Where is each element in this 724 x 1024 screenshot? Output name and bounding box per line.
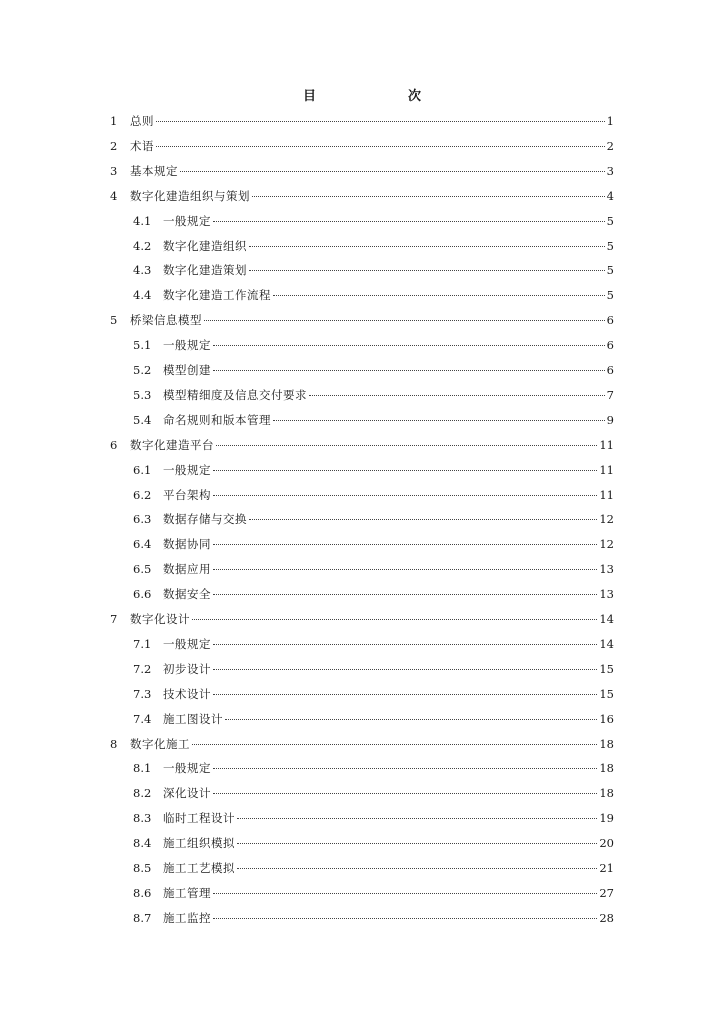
toc-entry-page: 9 bbox=[606, 412, 614, 427]
toc-entry-number: 5 bbox=[110, 313, 118, 328]
toc-dot-leader bbox=[216, 445, 597, 446]
toc-entry-number: 4.1 bbox=[133, 213, 152, 228]
toc-entry-title: 技术设计 bbox=[163, 686, 211, 701]
toc-entry-page: 18 bbox=[599, 786, 614, 801]
toc-entry-page: 6 bbox=[606, 363, 614, 377]
toc-entry-page: 5 bbox=[606, 238, 614, 253]
toc-entry-number: 7.3 bbox=[133, 686, 152, 701]
toc-dot-leader bbox=[213, 793, 597, 794]
toc-entry-number: 4.4 bbox=[133, 288, 152, 303]
toc-dot-leader bbox=[252, 196, 605, 197]
toc-entry-number: 6.2 bbox=[133, 487, 152, 502]
toc-entry-page: 4 bbox=[606, 188, 614, 203]
toc-entry-number: 3 bbox=[110, 163, 118, 178]
toc-dot-leader bbox=[213, 918, 597, 919]
toc-entry-title: 施工管理 bbox=[163, 885, 211, 900]
toc-entry-number: 2 bbox=[110, 138, 118, 153]
toc-entry bbox=[133, 859, 614, 877]
toc-entry-page: 2 bbox=[606, 138, 614, 153]
toc-entry-title: 模型精细度及信息交付要求 bbox=[163, 387, 307, 402]
toc-entry-number: 4 bbox=[110, 188, 118, 203]
toc-entry bbox=[110, 187, 614, 205]
toc-entry bbox=[133, 336, 614, 354]
toc-dot-leader bbox=[213, 345, 605, 346]
toc-entry-page: 18 bbox=[599, 761, 614, 776]
toc-entry-title: 数字化建造组织与策划 bbox=[130, 188, 250, 203]
toc-entry-page: 20 bbox=[599, 836, 614, 851]
toc-entry-page: 14 bbox=[599, 636, 614, 651]
toc-entry-number: 5.2 bbox=[133, 363, 152, 377]
toc-entry-page: 19 bbox=[599, 811, 614, 826]
toc-entry bbox=[133, 212, 614, 230]
toc-dot-leader bbox=[237, 843, 597, 844]
toc-entry-number: 8.5 bbox=[133, 861, 152, 875]
toc-dot-leader bbox=[273, 295, 605, 296]
toc-dot-leader bbox=[156, 146, 605, 147]
toc-entry-number: 8.3 bbox=[133, 811, 152, 826]
toc-entry-number: 5.1 bbox=[133, 338, 152, 353]
toc-entry-title: 平台架构 bbox=[163, 487, 211, 502]
toc-entry-page: 11 bbox=[599, 462, 614, 477]
toc-dot-leader bbox=[309, 395, 605, 396]
toc-dot-leader bbox=[213, 221, 605, 222]
toc-entry-page: 3 bbox=[606, 163, 614, 178]
toc-entry-title: 数字化施工 bbox=[130, 736, 190, 751]
toc-dot-leader bbox=[213, 768, 597, 769]
toc-entry-number: 4.2 bbox=[133, 238, 152, 253]
toc-entry bbox=[110, 735, 614, 753]
toc-entry bbox=[133, 660, 614, 678]
toc-entry-number: 6.4 bbox=[133, 537, 152, 552]
toc-dot-leader bbox=[180, 171, 605, 172]
toc-entry-page: 13 bbox=[599, 587, 614, 602]
toc-entry-number: 8 bbox=[110, 736, 118, 751]
toc-entry-number: 5.4 bbox=[133, 412, 152, 427]
toc-entry-number: 7.2 bbox=[133, 661, 152, 676]
toc-entry-title: 一般规定 bbox=[163, 761, 211, 776]
toc-entry bbox=[133, 510, 614, 528]
toc-entry-title: 初步设计 bbox=[163, 661, 211, 676]
toc-entry-number: 8.7 bbox=[133, 910, 152, 925]
toc-dot-leader bbox=[213, 669, 597, 670]
toc-entry bbox=[133, 909, 614, 927]
toc-entry-number: 6.3 bbox=[133, 512, 152, 527]
toc-dot-leader bbox=[213, 544, 597, 545]
toc-entry-number: 8.6 bbox=[133, 885, 152, 900]
toc-entry bbox=[110, 436, 614, 454]
toc-entry-title: 数字化建造平台 bbox=[130, 437, 214, 452]
toc-entry-title: 数据应用 bbox=[163, 562, 211, 577]
toc-entry-number: 6.6 bbox=[133, 587, 152, 602]
toc-dot-leader bbox=[204, 320, 605, 321]
toc-entry-page: 13 bbox=[599, 562, 614, 577]
toc-entry bbox=[110, 311, 614, 329]
toc-entry bbox=[133, 386, 614, 404]
toc-dot-leader bbox=[213, 594, 597, 595]
toc-dot-leader bbox=[213, 470, 597, 471]
toc-entry bbox=[133, 535, 614, 553]
toc-entry-title: 数据协同 bbox=[163, 537, 211, 552]
toc-entry-title: 施工图设计 bbox=[163, 711, 223, 726]
toc-entry bbox=[133, 237, 614, 255]
toc-entry bbox=[133, 710, 614, 728]
toc-entry-title: 深化设计 bbox=[163, 786, 211, 801]
toc-dot-leader bbox=[213, 694, 597, 695]
toc-title: 目 次 bbox=[302, 89, 443, 104]
toc-entry-page: 18 bbox=[599, 736, 614, 751]
toc-entry-title: 数字化建造组织 bbox=[163, 238, 247, 253]
toc-entry bbox=[133, 834, 614, 852]
toc-entry-number: 7.1 bbox=[133, 636, 152, 651]
toc-dot-leader bbox=[213, 495, 597, 496]
toc-dot-leader bbox=[273, 420, 605, 421]
toc-entry bbox=[133, 411, 614, 429]
toc-entry bbox=[110, 137, 614, 155]
toc-entry-title: 数字化建造工作流程 bbox=[163, 288, 271, 303]
toc-entry-page: 6 bbox=[606, 313, 614, 328]
toc-entry-number: 4.3 bbox=[133, 263, 152, 278]
toc-entry-title: 一般规定 bbox=[163, 636, 211, 651]
toc-entry-page: 1 bbox=[606, 114, 614, 128]
toc-dot-leader bbox=[213, 370, 605, 371]
toc-entry-title: 一般规定 bbox=[163, 462, 211, 477]
toc-entry bbox=[133, 461, 614, 479]
toc-entry-number: 7 bbox=[110, 612, 118, 626]
toc-dot-leader bbox=[192, 619, 597, 620]
toc-dot-leader bbox=[225, 719, 597, 720]
toc-entry-page: 14 bbox=[599, 612, 614, 626]
toc-dot-leader bbox=[213, 893, 597, 894]
toc-entry bbox=[133, 685, 614, 703]
toc-entry-title: 数据安全 bbox=[163, 587, 211, 602]
toc-entry bbox=[110, 162, 614, 180]
toc-entry-title: 基本规定 bbox=[130, 163, 178, 178]
toc-entry-page: 11 bbox=[599, 487, 614, 502]
toc-dot-leader bbox=[213, 569, 597, 570]
toc-entry-page: 12 bbox=[599, 512, 614, 527]
toc-entry-title: 施工组织模拟 bbox=[163, 836, 235, 851]
toc-entry-page: 15 bbox=[599, 686, 614, 701]
toc-entry-number: 8.4 bbox=[133, 836, 152, 851]
toc-entry-title: 施工监控 bbox=[163, 910, 211, 925]
toc-entry-page: 12 bbox=[599, 537, 614, 552]
toc-entry-page: 11 bbox=[599, 437, 614, 452]
toc-dot-leader bbox=[213, 644, 597, 645]
toc-dot-leader bbox=[192, 744, 597, 745]
toc-entry-page: 6 bbox=[606, 338, 614, 353]
toc-entry bbox=[133, 809, 614, 827]
toc-entry-number: 6 bbox=[110, 437, 118, 452]
toc-dot-leader bbox=[249, 270, 605, 271]
toc-entry bbox=[133, 286, 614, 304]
toc-entry bbox=[133, 361, 614, 379]
toc-dot-leader bbox=[237, 818, 597, 819]
toc-entry-page: 5 bbox=[606, 263, 614, 278]
toc-entry-number: 8.1 bbox=[133, 761, 152, 776]
toc-entry-number: 6.1 bbox=[133, 462, 152, 477]
toc-entry-number: 5.3 bbox=[133, 387, 152, 402]
toc-entry bbox=[133, 261, 614, 279]
toc-entry-title: 施工工艺模拟 bbox=[163, 861, 235, 875]
toc-entry bbox=[110, 610, 614, 628]
toc-dot-leader bbox=[156, 121, 605, 122]
toc-entry-title: 临时工程设计 bbox=[163, 811, 235, 826]
toc-entry-title: 模型创建 bbox=[163, 363, 211, 377]
toc-entry bbox=[110, 112, 614, 130]
toc-entry-number: 7.4 bbox=[133, 711, 152, 726]
toc-entry bbox=[133, 635, 614, 653]
toc-dot-leader bbox=[237, 868, 597, 869]
toc-entry-title: 桥梁信息模型 bbox=[130, 313, 202, 328]
toc-entry bbox=[133, 884, 614, 902]
toc-entry-page: 21 bbox=[599, 861, 614, 875]
toc-entry-title: 一般规定 bbox=[163, 213, 211, 228]
toc-entry-number: 1 bbox=[110, 114, 118, 128]
toc-entry-title: 数字化设计 bbox=[130, 612, 190, 626]
toc-entry-page: 16 bbox=[599, 711, 614, 726]
toc-entry-title: 一般规定 bbox=[163, 338, 211, 353]
toc-dot-leader bbox=[249, 246, 605, 247]
toc-dot-leader bbox=[249, 519, 597, 520]
toc-entry-page: 27 bbox=[599, 885, 614, 900]
toc-entry-title: 总则 bbox=[130, 114, 154, 128]
toc-entry-page: 28 bbox=[599, 910, 614, 925]
toc-entry-number: 6.5 bbox=[133, 562, 152, 577]
toc-entry-title: 数字化建造策划 bbox=[163, 263, 247, 278]
toc-entry-number: 8.2 bbox=[133, 786, 152, 801]
toc-entry-title: 命名规则和版本管理 bbox=[163, 412, 271, 427]
toc-entry-page: 5 bbox=[606, 213, 614, 228]
toc-entry-title: 数据存储与交换 bbox=[163, 512, 247, 527]
toc-entry-page: 15 bbox=[599, 661, 614, 676]
toc-entry-page: 5 bbox=[606, 288, 614, 303]
toc-entry bbox=[133, 585, 614, 603]
toc-entry-page: 7 bbox=[606, 387, 614, 402]
toc-entry bbox=[133, 784, 614, 802]
toc-entry-title: 术语 bbox=[130, 138, 154, 153]
toc-entry bbox=[133, 759, 614, 777]
toc-entry bbox=[133, 560, 614, 578]
toc-entry bbox=[133, 486, 614, 504]
